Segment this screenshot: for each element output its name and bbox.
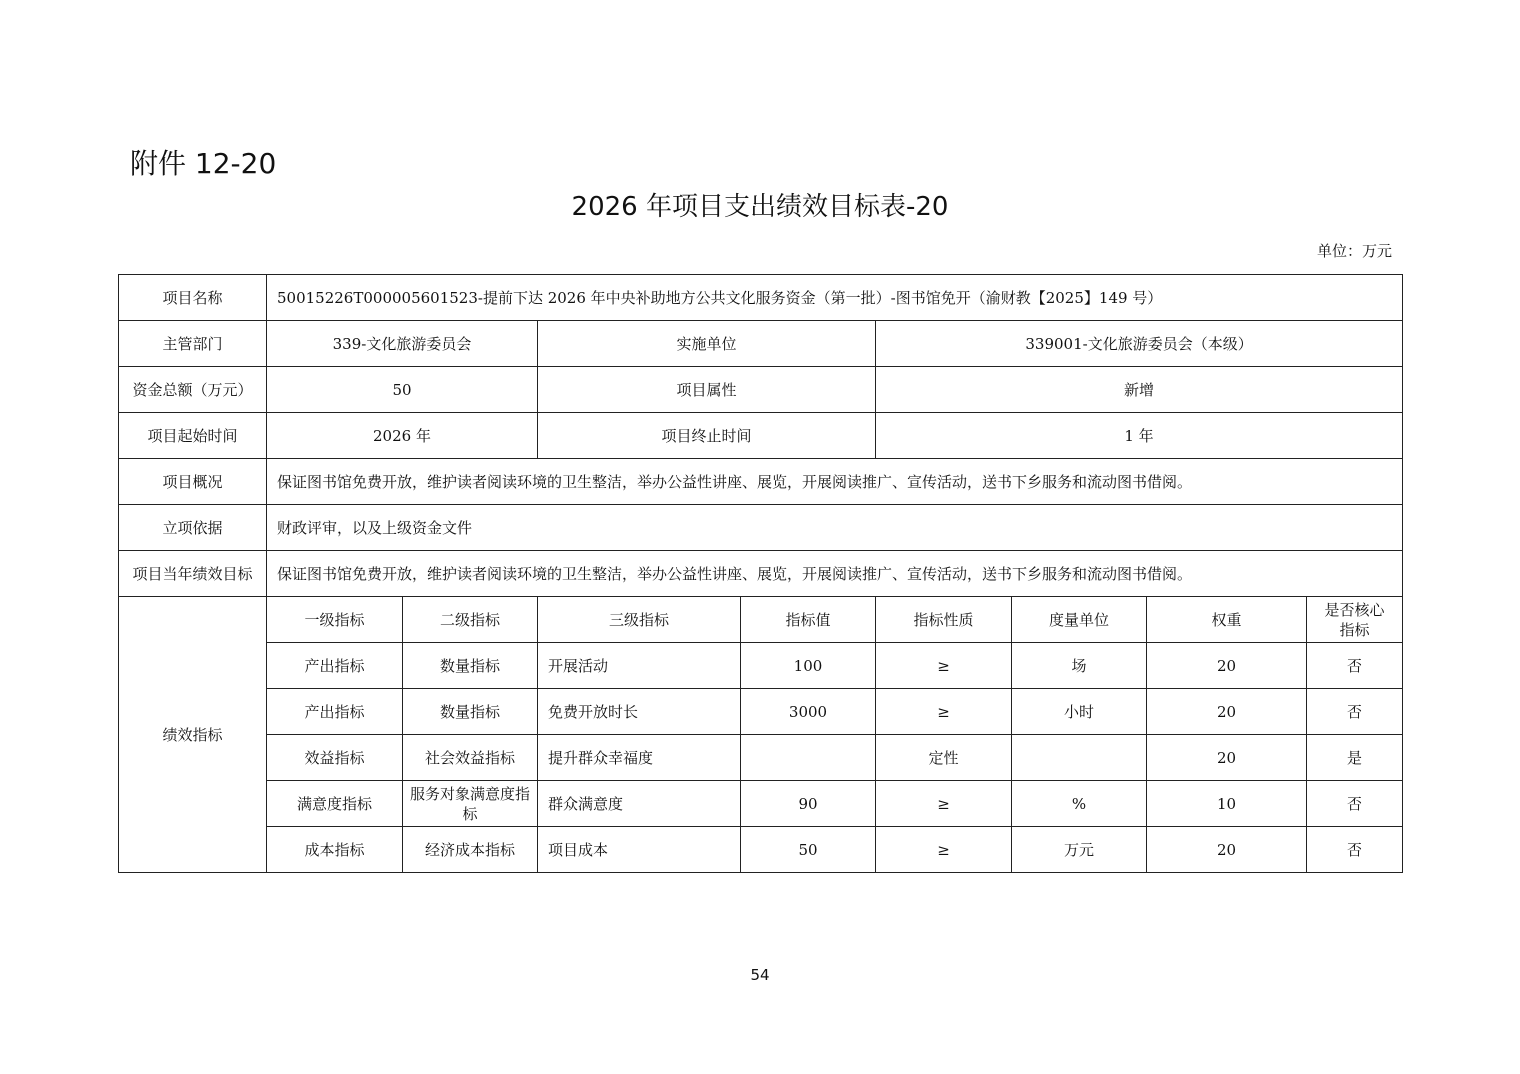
end-label: 项目终止时间 bbox=[538, 413, 876, 459]
impl-value: 339001-文化旅游委员会（本级） bbox=[876, 321, 1403, 367]
cell: 项目成本 bbox=[538, 827, 741, 873]
cell: 20 bbox=[1147, 689, 1307, 735]
cell: 开展活动 bbox=[538, 643, 741, 689]
cell: 20 bbox=[1147, 643, 1307, 689]
header-cell: 指标性质 bbox=[876, 597, 1012, 643]
dept-label: 主管部门 bbox=[119, 321, 267, 367]
start-value: 2026 年 bbox=[267, 413, 538, 459]
cell: 20 bbox=[1147, 827, 1307, 873]
cell: ≥ bbox=[876, 827, 1012, 873]
impl-label: 实施单位 bbox=[538, 321, 876, 367]
cell bbox=[741, 735, 876, 781]
cell: 数量指标 bbox=[403, 643, 538, 689]
header-cell: 权重 bbox=[1147, 597, 1307, 643]
table-row bbox=[119, 827, 1403, 873]
table-row bbox=[119, 735, 1403, 781]
cell: 经济成本指标 bbox=[403, 827, 538, 873]
table-row bbox=[119, 781, 1403, 827]
cell: 数量指标 bbox=[403, 689, 538, 735]
table-row bbox=[119, 643, 1403, 689]
cell: 满意度指标 bbox=[267, 781, 403, 827]
attr-value: 新增 bbox=[876, 367, 1403, 413]
cell: 群众满意度 bbox=[538, 781, 741, 827]
end-value: 1 年 bbox=[876, 413, 1403, 459]
cell: 定性 bbox=[876, 735, 1012, 781]
funds-value: 50 bbox=[267, 367, 538, 413]
cell: 效益指标 bbox=[267, 735, 403, 781]
cell: 10 bbox=[1147, 781, 1307, 827]
basis-value: 财政评审，以及上级资金文件 bbox=[267, 505, 1403, 551]
start-label: 项目起始时间 bbox=[119, 413, 267, 459]
cell: 50 bbox=[741, 827, 876, 873]
header-cell: 度量单位 bbox=[1012, 597, 1147, 643]
page-title: 2026 年项目支出绩效目标表-20 bbox=[571, 192, 949, 222]
header-cell: 一级指标 bbox=[267, 597, 403, 643]
table-row bbox=[119, 459, 1403, 505]
cell: ≥ bbox=[876, 781, 1012, 827]
cell: 产出指标 bbox=[267, 689, 403, 735]
page-number: 54 bbox=[750, 966, 770, 984]
table-row bbox=[119, 689, 1403, 735]
table-row bbox=[119, 275, 1403, 321]
attr-label: 项目属性 bbox=[538, 367, 876, 413]
cell: 3000 bbox=[741, 689, 876, 735]
cell: 产出指标 bbox=[267, 643, 403, 689]
cell: 成本指标 bbox=[267, 827, 403, 873]
cell: ≥ bbox=[876, 643, 1012, 689]
cell: 否 bbox=[1307, 781, 1403, 827]
goal-label: 项目当年绩效目标 bbox=[119, 551, 267, 597]
table-row bbox=[119, 413, 1403, 459]
attachment-label: 附件 12-20 bbox=[130, 147, 277, 180]
header-cell: 指标值 bbox=[741, 597, 876, 643]
project-name-label: 项目名称 bbox=[119, 275, 267, 321]
cell: 否 bbox=[1307, 827, 1403, 873]
cell: 否 bbox=[1307, 689, 1403, 735]
cell: 20 bbox=[1147, 735, 1307, 781]
dept-value: 339-文化旅游委员会 bbox=[267, 321, 538, 367]
table-row bbox=[119, 551, 1403, 597]
cell: 提升群众幸福度 bbox=[538, 735, 741, 781]
perf-header-row bbox=[119, 597, 1403, 643]
table-row bbox=[119, 367, 1403, 413]
overview-label: 项目概况 bbox=[119, 459, 267, 505]
cell: 90 bbox=[741, 781, 876, 827]
cell: 小时 bbox=[1012, 689, 1147, 735]
cell: ≥ bbox=[876, 689, 1012, 735]
overview-value: 保证图书馆免费开放，维护读者阅读环境的卫生整洁，举办公益性讲座、展览，开展阅读推广、宣传活动，送书下乡服务和流动图书借阅。 bbox=[267, 459, 1403, 505]
header-cell: 二级指标 bbox=[403, 597, 538, 643]
header-cell: 是否核心指标 bbox=[1307, 597, 1403, 643]
cell: 社会效益指标 bbox=[403, 735, 538, 781]
table-row bbox=[119, 505, 1403, 551]
cell: 100 bbox=[741, 643, 876, 689]
cell: % bbox=[1012, 781, 1147, 827]
table-row bbox=[119, 321, 1403, 367]
cell bbox=[1012, 735, 1147, 781]
cell: 万元 bbox=[1012, 827, 1147, 873]
cell: 服务对象满意度指标 bbox=[403, 781, 538, 827]
cell: 是 bbox=[1307, 735, 1403, 781]
cell: 免费开放时长 bbox=[538, 689, 741, 735]
project-name-value: 50015226T000005601523-提前下达 2026 年中央补助地方公共文化服务资金（第一批）-图书馆免开（渝财教【2025】149 号） bbox=[267, 275, 1403, 321]
cell: 场 bbox=[1012, 643, 1147, 689]
cell: 否 bbox=[1307, 643, 1403, 689]
goal-value: 保证图书馆免费开放，维护读者阅读环境的卫生整洁，举办公益性讲座、展览，开展阅读推广、宣传活动，送书下乡服务和流动图书借阅。 bbox=[267, 551, 1403, 597]
funds-label: 资金总额（万元） bbox=[119, 367, 267, 413]
header-cell: 三级指标 bbox=[538, 597, 741, 643]
unit-label: 单位：万元 bbox=[1316, 242, 1392, 260]
perf-label: 绩效指标 bbox=[119, 597, 267, 873]
basis-label: 立项依据 bbox=[119, 505, 267, 551]
performance-target-table bbox=[118, 274, 1403, 873]
